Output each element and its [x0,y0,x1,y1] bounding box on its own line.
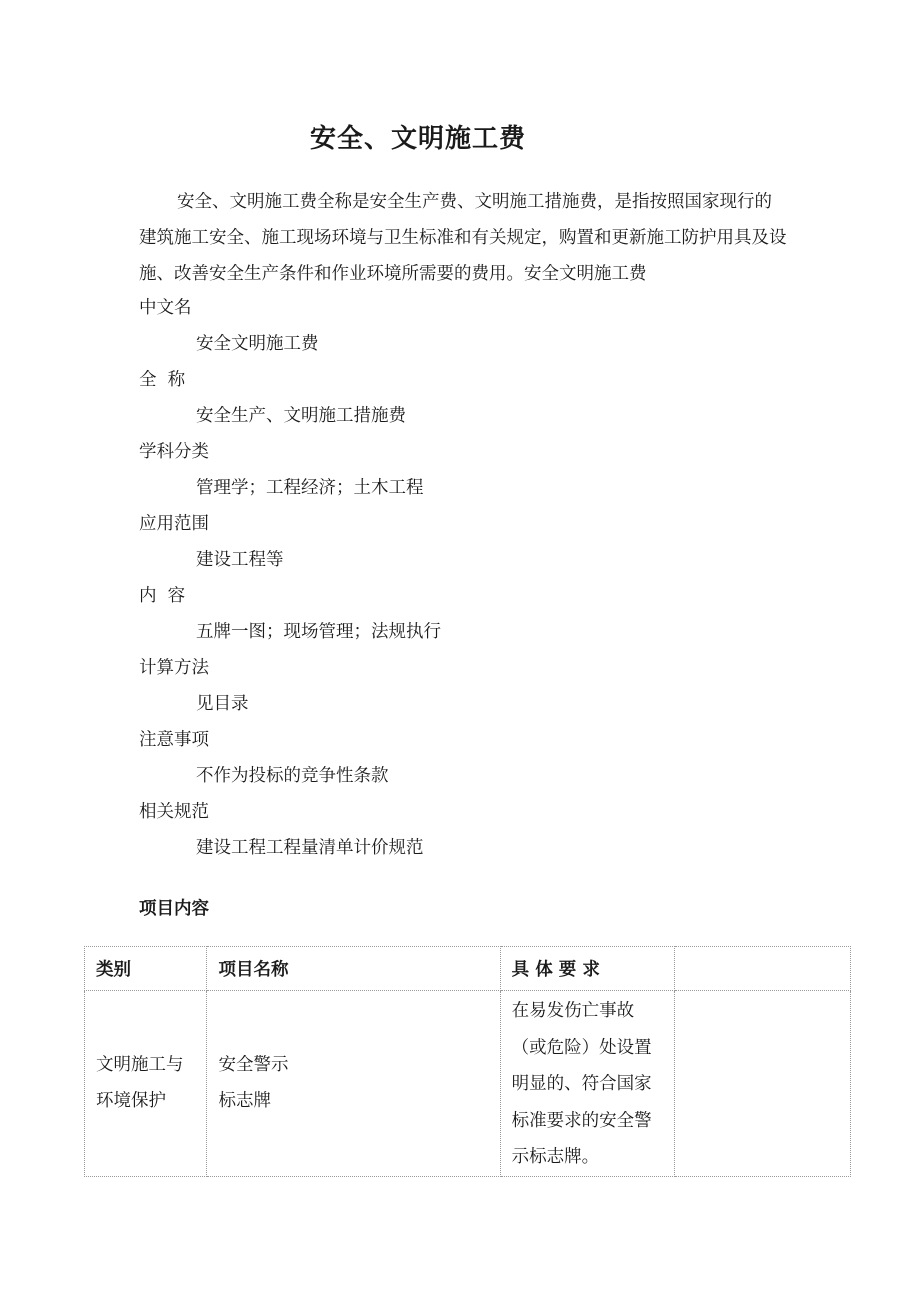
table-header-row [85,947,851,991]
cell-line: 文明施工与 [96,1055,184,1076]
cell-requirement [500,991,675,1177]
header-item-name: 项目名称 [207,947,500,991]
page-title: 安全、文明施工费 [309,124,526,154]
table-row [85,991,851,1177]
cell-line: （或危险）处设置 [511,1037,652,1058]
field-label: 中文名 [139,298,192,318]
field-value: 不作为投标的竞争性条款 [196,766,389,786]
field-value: 管理学；工程经济；土木工程 [196,478,424,498]
project-table [84,946,851,1177]
project-table-wrapper [84,946,851,1177]
field-value: 见目录 [196,694,249,714]
field-discipline [139,434,789,506]
cell-extra [675,991,851,1177]
field-value: 安全生产、文明施工措施费 [196,406,406,426]
field-value: 建设工程工程量清单计价规范 [196,838,424,858]
field-label: 内 容 [139,586,186,606]
cell-line: 标准要求的安全警 [511,1110,652,1131]
cell-item-name [207,991,500,1177]
cell-line: 在易发伤亡事故 [511,1001,635,1021]
header-extra [675,947,851,991]
field-standards [139,794,789,866]
field-value: 建设工程等 [196,550,284,570]
field-chinese-name [139,290,789,362]
field-content [139,578,789,650]
section-heading: 项目内容 [139,899,209,919]
info-fields [139,290,789,866]
field-label: 学科分类 [139,442,209,462]
field-value: 五牌一图；现场管理；法规执行 [196,622,441,642]
field-label: 计算方法 [139,658,209,678]
cell-line: 环境保护 [96,1091,166,1112]
header-category: 类别 [85,947,207,991]
cell-line: 标志牌 [218,1091,271,1112]
field-scope [139,506,789,578]
field-full-name [139,362,789,434]
field-label: 全 称 [139,370,186,390]
field-label: 相关规范 [139,802,209,822]
cell-line: 安全警示 [218,1055,289,1076]
field-label: 注意事项 [139,730,209,750]
header-requirement: 具 体 要 求 [500,947,675,991]
field-label: 应用范围 [139,514,209,534]
cell-line: 明显的、符合国家 [511,1074,652,1094]
field-notes [139,722,789,794]
cell-category [85,991,207,1177]
field-value: 安全文明施工费 [196,334,319,354]
intro-paragraph: 安全、文明施工费全称是安全生产费、文明施工措施费，是指按照国家现行的建筑施工安全、施工现场环境与卫生标准和有关规定，购置和更新施工防护用具及设施、改善安全生产条件和作业环境所需要的费用。安全文明施工费 [139,192,787,284]
field-calculation [139,650,789,722]
cell-line: 示标志牌。 [511,1147,600,1167]
